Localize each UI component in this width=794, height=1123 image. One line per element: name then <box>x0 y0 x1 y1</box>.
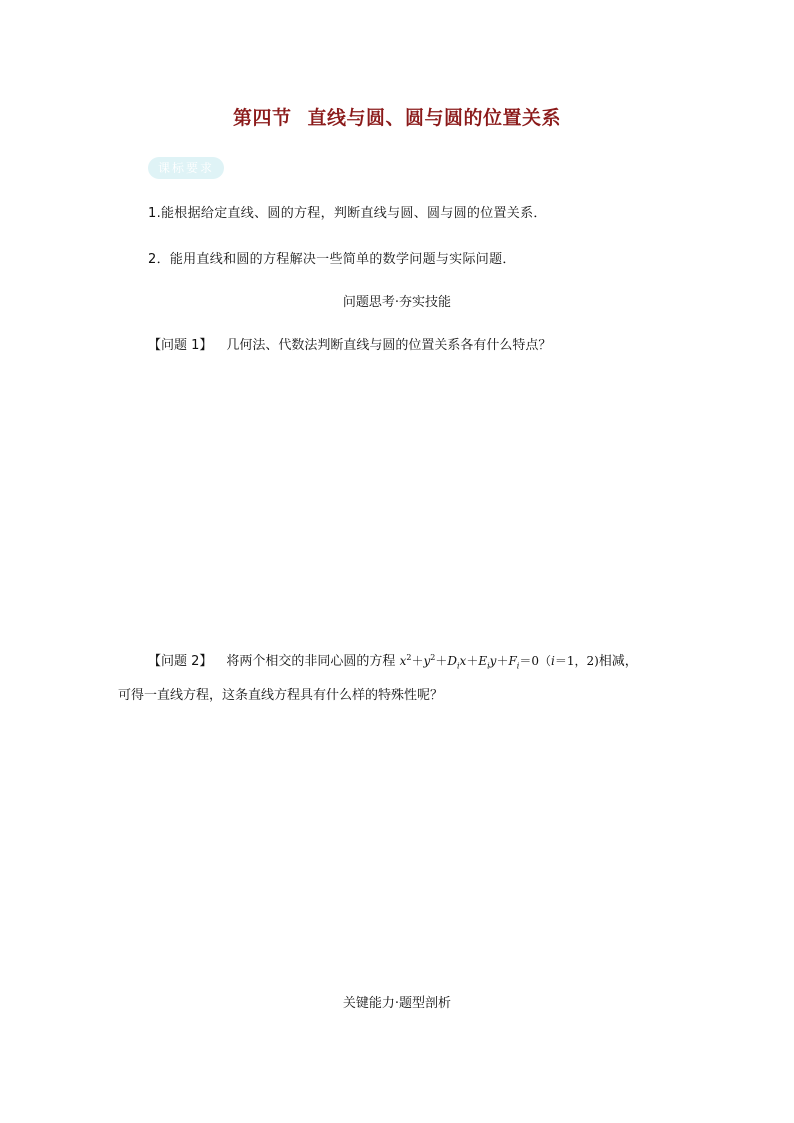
section-title: 直线与圆、圆与圆的位置关系 <box>307 107 562 129</box>
requirement-item-2: 2．能用直线和圆的方程解决一些简单的数学问题与实际问题． <box>148 252 516 267</box>
question-2 <box>118 643 678 711</box>
question-2-label: 【问题 2】 <box>148 654 213 669</box>
section-heading-thinking: 问题思考·夯实技能 <box>342 295 452 310</box>
question-2-text-before: 将两个相交的非同心圆的方程 <box>226 654 396 669</box>
question-1-text: 几何法、代数法判断直线与圆的位置关系各有什么特点？ <box>226 338 552 353</box>
requirement-item-1: 1.能根据给定直线、圆的方程，判断直线与圆、圆与圆的位置关系． <box>148 206 547 221</box>
page-title <box>0 103 794 130</box>
question-1-label: 【问题 1】 <box>148 338 213 353</box>
section-number: 第四节 <box>232 107 292 129</box>
curriculum-requirements-badge: 课标要求 <box>148 157 224 179</box>
section-heading-key-abilities: 关键能力·题型剖析 <box>342 996 452 1011</box>
question-2-line-1 <box>118 643 678 681</box>
question-2-line-2: 可得一直线方程，这条直线方程具有什么样的特殊性呢？ <box>118 688 444 704</box>
circle-equation-formula: $x^2+y^2+D_ix+E_iy+F_i=0(i=1$，2) <box>399 653 599 671</box>
question-2-text-after: 相减， <box>598 654 638 669</box>
question-1 <box>148 331 551 361</box>
